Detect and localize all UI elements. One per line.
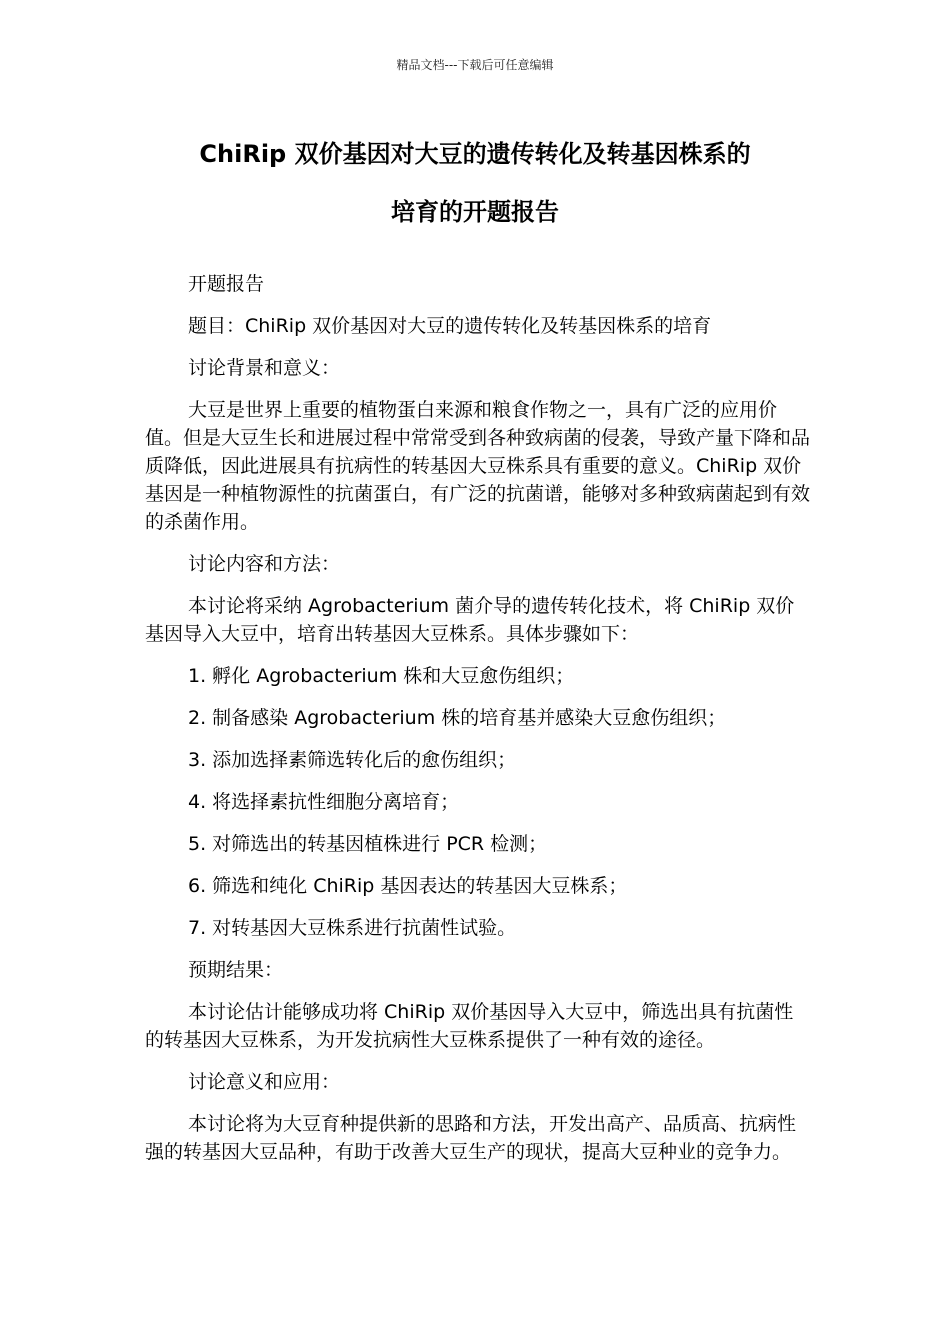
step-item: 1. 孵化 Agrobacterium 株和大豆愈伤组织； — [188, 665, 575, 687]
document-body — [145, 270, 810, 1180]
document-title-line-2: 培育的开题报告 — [391, 198, 559, 226]
step-item: 5. 对筛选出的转基因植株进行 PCR 检测； — [188, 833, 548, 855]
paragraph-expected-results: 本讨论估计能够成功将 ChiRip 双价基因导入大豆中，筛选出具有抗菌性的转基因大豆株系，为开发抗病性大豆株系提供了一种有效的途径。 — [145, 1001, 794, 1051]
step-item: 4. 将选择素抗性细胞分离培育； — [188, 791, 460, 813]
step-item: 7. 对转基因大豆株系进行抗菌性试验。 — [188, 917, 517, 939]
section-heading-background: 讨论背景和意义： — [188, 357, 341, 379]
section-label-report: 开题报告 — [188, 273, 265, 295]
paragraph-methods: 本讨论将采纳 Agrobacterium 菌介导的遗传转化技术，将 ChiRip 双价基因导入大豆中，培育出转基因大豆株系。具体步骤如下： — [145, 595, 795, 645]
topic-line: 题目：ChiRip 双价基因对大豆的遗传转化及转基因株系的培育 — [188, 315, 712, 337]
document-title-line-1: ChiRip 双价基因对大豆的遗传转化及转基因株系的 — [199, 140, 751, 168]
step-item: 2. 制备感染 Agrobacterium 株的培育基并感染大豆愈伤组织； — [188, 707, 727, 729]
section-heading-methods: 讨论内容和方法： — [188, 553, 341, 575]
section-heading-expected-results: 预期结果： — [188, 959, 284, 981]
paragraph-significance: 本讨论将为大豆育种提供新的思路和方法，开发出高产、品质高、抗病性强的转基因大豆品种，有助于改善大豆生产的现状，提高大豆种业的竞争力。 — [145, 1113, 797, 1163]
step-item: 3. 添加选择素筛选转化后的愈伤组织； — [188, 749, 517, 771]
section-heading-significance: 讨论意义和应用： — [188, 1071, 341, 1093]
header-note: 精品文档---下载后可任意编辑 — [396, 58, 554, 72]
paragraph-background: 大豆是世界上重要的植物蛋白来源和粮食作物之一，具有广泛的应用价值。但是大豆生长和进展过程中常常受到各种致病菌的侵袭，导致产量下降和品质降低，因此进展具有抗病性的转基因大豆株系具有重要的意义。ChiRip 双价基因是一种植物源性的抗菌蛋白，有广泛的抗菌谱，能够对多种致病菌起到有效的杀菌作用。 — [145, 399, 811, 533]
step-item: 6. 筛选和纯化 ChiRip 基因表达的转基因大豆株系； — [188, 875, 628, 897]
